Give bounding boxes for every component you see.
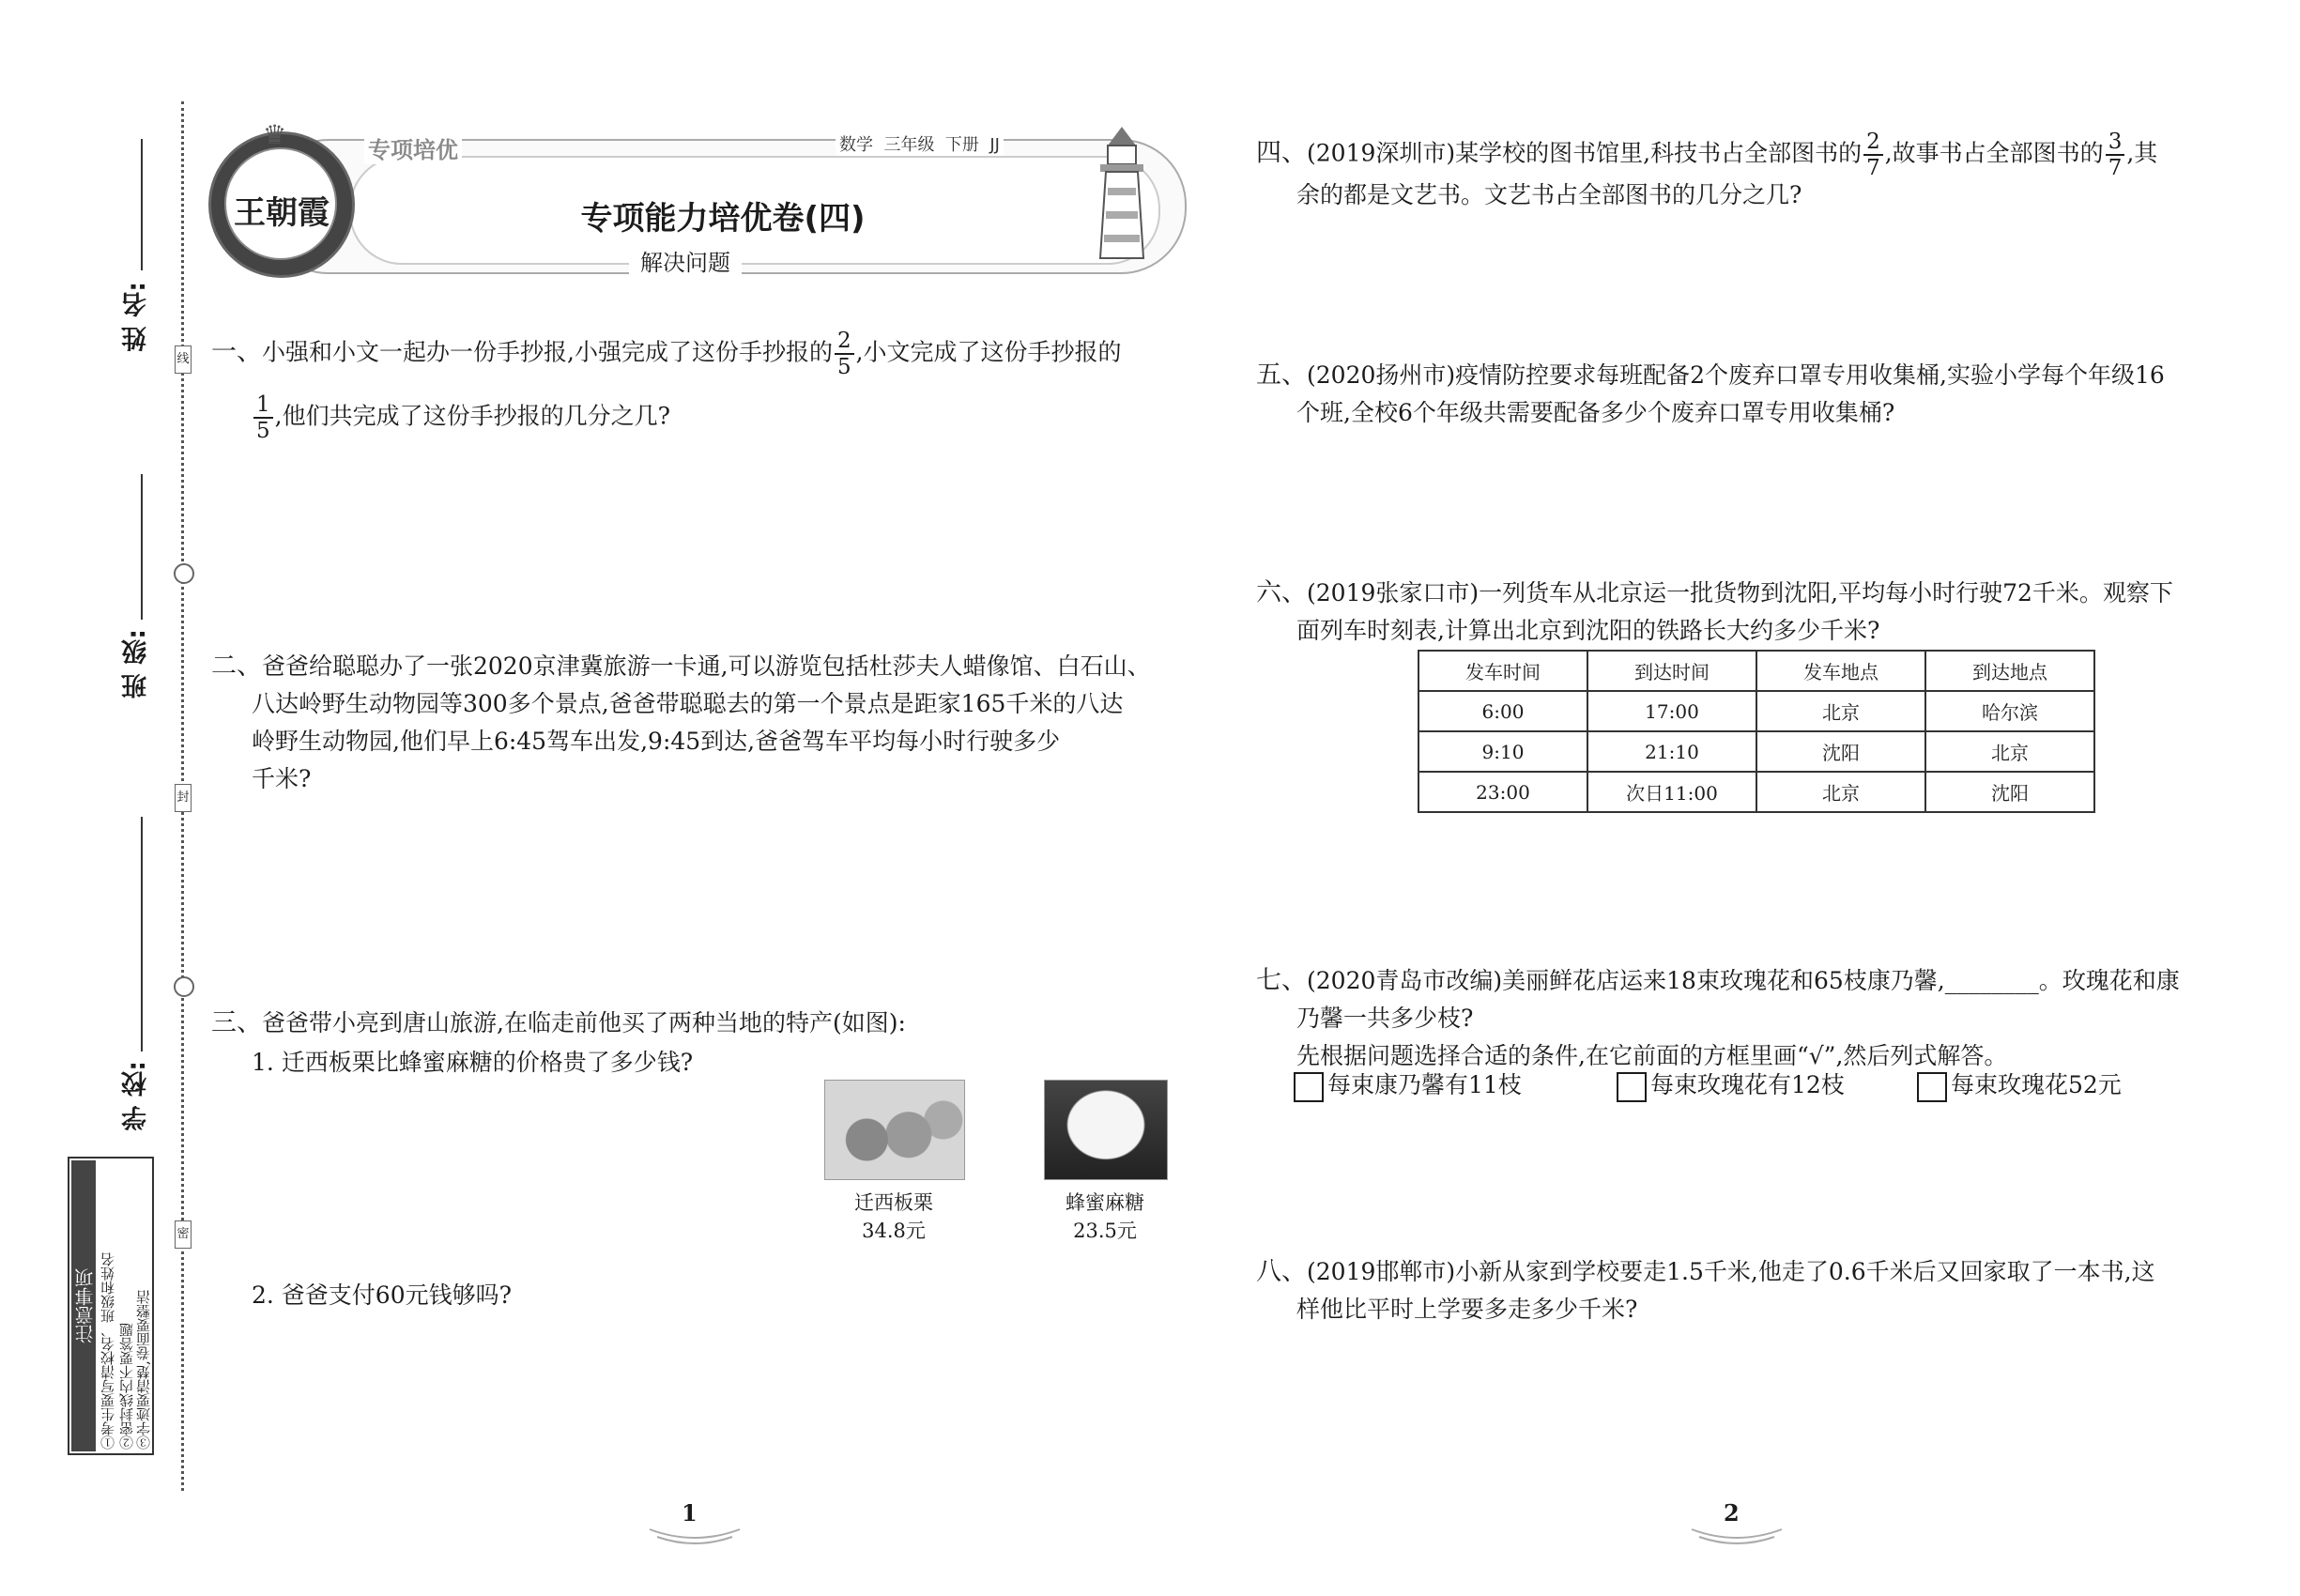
q7-option-3-label: 每束玫瑰花52元 xyxy=(1951,1071,2122,1098)
q7-option-1[interactable] xyxy=(1294,1067,1522,1104)
q4-f2-den: 7 xyxy=(2108,156,2123,180)
page-title: 专项能力培优卷(四) xyxy=(580,200,866,238)
timetable-row xyxy=(1418,772,2094,812)
notes-item-3: ③字迹要清楚,卷面要整洁 xyxy=(135,1290,152,1450)
timetable-cell: 9:10 xyxy=(1418,731,1587,772)
checkbox-1[interactable] xyxy=(1294,1072,1324,1102)
timetable-cell: 北京 xyxy=(1756,691,1925,731)
timetable-cell: 次日11:00 xyxy=(1587,772,1756,812)
crown-icon: ♛ xyxy=(263,119,287,150)
product-price-2: 23.5元 xyxy=(1073,1220,1137,1242)
question-1-line2 xyxy=(252,392,1181,443)
q6-line-2: 面列车时刻表,计算出北京到沈阳的铁路长大约多少千米? xyxy=(1296,617,1880,644)
q7-option-2-label: 每束玫瑰花有12枝 xyxy=(1650,1071,1845,1098)
candy-image xyxy=(1044,1080,1168,1180)
page-subtitle: 解决问题 xyxy=(629,244,742,277)
q7-number: 七、 xyxy=(1256,966,1307,995)
q3-text: 爸爸带小亮到唐山旅游,在临走前他买了两种当地的特产(如图): xyxy=(262,1009,906,1036)
class-line xyxy=(141,474,143,620)
timetable-header-row xyxy=(1418,651,2094,691)
timetable-cell: 沈阳 xyxy=(1925,772,2094,812)
school-label: 学 校: xyxy=(122,1061,151,1131)
question-2 xyxy=(211,648,1188,798)
q4-fraction-2 xyxy=(2106,130,2125,180)
timetable-header-cell: 发车地点 xyxy=(1756,651,1925,691)
seal-char-1: 线 xyxy=(175,345,192,374)
q4-f1-num: 2 xyxy=(1863,130,1883,156)
school-line xyxy=(141,817,143,1051)
timetable-cell: 17:00 xyxy=(1587,691,1756,731)
timetable-cell: 21:10 xyxy=(1587,731,1756,772)
timetable-header-cell: 发车时间 xyxy=(1418,651,1587,691)
q7-text-1: (2020青岛市改编)美丽鲜花店运来18束玫瑰花和65枝康乃馨,________。玫瑰花和康 xyxy=(1307,967,2180,994)
product-name-1: 迁西板栗 xyxy=(854,1191,933,1214)
notes-item-2: ②密封线内不要答题 xyxy=(118,1323,135,1450)
q4-text-c: ,其 xyxy=(2126,139,2158,167)
timetable-cell: 北京 xyxy=(1756,772,1925,812)
q8-number: 八、 xyxy=(1256,1257,1307,1286)
timetable-cell: 23:00 xyxy=(1418,772,1587,812)
train-timetable xyxy=(1418,650,2095,813)
q2-line-4: 千米? xyxy=(252,765,312,792)
q4-text-a: (2019深圳市)某学校的图书馆里,科技书占全部图书的 xyxy=(1307,139,1863,167)
q6-number: 六、 xyxy=(1256,578,1307,607)
q1-fraction-2 xyxy=(253,392,273,443)
page-ornament-1 xyxy=(648,1526,742,1550)
q6-line-1 xyxy=(1256,575,2261,612)
q2-number: 二、 xyxy=(211,652,262,681)
product-name-2: 蜂蜜麻糖 xyxy=(1066,1191,1144,1214)
q4-number: 四、 xyxy=(1256,138,1307,168)
header-tag: 专项培优 xyxy=(364,131,462,164)
q2-line-3: 岭野生动物园,他们早上6:45驾车出发,9:45到达,爸爸驾车平均每小时行驶多少 xyxy=(252,728,1061,755)
q8-text-1: (2019邯郸市)小新从家到学校要走1.5千米,他走了0.6千米后又回家取了一本书,这 xyxy=(1307,1258,2155,1285)
q3-sub-1: 1. 迁西板栗比蜂蜜麻糖的价格贵了多少钱? xyxy=(252,1049,694,1076)
notes-box xyxy=(68,1157,154,1455)
lighthouse-icon xyxy=(1080,122,1164,263)
page-ornament-2 xyxy=(1690,1526,1784,1550)
brand-logo xyxy=(208,119,355,278)
question-3 xyxy=(211,1005,1188,1042)
product-price-1: 34.8元 xyxy=(862,1220,926,1242)
name-line xyxy=(141,139,143,270)
timetable-row xyxy=(1418,691,2094,731)
page-number-1: 1 xyxy=(682,1499,698,1527)
timetable-header-cell: 到达地点 xyxy=(1925,651,2094,691)
header-meta: 数学 三年级 下册 JJ xyxy=(836,131,1004,156)
q3-sub-2: 2. 爸爸支付60元钱够吗? xyxy=(252,1281,513,1309)
q2-line-1 xyxy=(211,648,1188,685)
question-8 xyxy=(1256,1253,2261,1328)
q1-number: 一、 xyxy=(211,337,262,367)
q4-f1-den: 7 xyxy=(1866,156,1880,180)
q7-line-1 xyxy=(1256,962,2261,1000)
page-number-2: 2 xyxy=(1724,1499,1740,1527)
q1-f1-num: 2 xyxy=(835,329,854,355)
question-5 xyxy=(1256,357,2261,432)
seal-char-3: 密 xyxy=(175,1220,192,1249)
q1-text-c: ,他们共完成了这份手抄报的几分之几? xyxy=(274,402,670,430)
notes-item-1: ①考生要写清校名、班级和姓名 xyxy=(100,1252,116,1450)
q3-number: 三、 xyxy=(211,1008,262,1037)
q4-fraction-1 xyxy=(1863,130,1883,180)
q1-f2-den: 5 xyxy=(256,419,270,443)
timetable-cell: 哈尔滨 xyxy=(1925,691,2094,731)
q8-line-1 xyxy=(1256,1253,2261,1291)
question-7 xyxy=(1256,962,2261,1075)
q1-fraction-1 xyxy=(835,329,854,379)
q1-text-b: ,小文完成了这份手抄报的 xyxy=(855,338,1122,366)
q7-option-2[interactable] xyxy=(1617,1067,1845,1104)
q1-text-a: 小强和小文一起办一份手抄报,小强完成了这份手抄报的 xyxy=(262,338,833,366)
class-label: 班 级: xyxy=(122,629,151,699)
q7-option-1-label: 每束康乃馨有11枝 xyxy=(1327,1071,1522,1098)
timetable-row xyxy=(1418,731,2094,772)
q7-line-2: 乃馨一共多少枝? xyxy=(1296,1005,1474,1032)
seal-dot-2 xyxy=(174,976,194,997)
checkbox-2[interactable] xyxy=(1617,1072,1647,1102)
q2-line-2: 八达岭野生动物园等300多个景点,爸爸带聪聪去的第一个景点是距家165千米的八达 xyxy=(252,690,1124,717)
q6-text-1: (2019张家口市)一列货车从北京运一批货物到沈阳,平均每小时行驶72千米。观察下 xyxy=(1307,579,2173,606)
timetable-cell: 北京 xyxy=(1925,731,2094,772)
seal-char-2: 封 xyxy=(175,784,192,812)
q1-f2-num: 1 xyxy=(253,392,273,419)
chestnut-image xyxy=(824,1080,965,1180)
q8-line-2: 样他比平时上学要多走多少千米? xyxy=(1296,1296,1638,1323)
question-4 xyxy=(1256,130,2251,180)
q4-line-2: 余的都是文艺书。文艺书占全部图书的几分之几? xyxy=(1296,181,1802,208)
notes-title: 注意事项 xyxy=(71,1160,96,1451)
q4-f2-num: 3 xyxy=(2106,130,2125,156)
q4-text-b: ,故事书占全部图书的 xyxy=(1884,139,2104,167)
q7-option-3[interactable] xyxy=(1917,1067,2122,1104)
q7-line-3: 先根据问题选择合适的条件,在它前面的方框里画“√”,然后列式解答。 xyxy=(1296,1042,2008,1069)
q5-text-1: (2020扬州市)疫情防控要求每班配备2个废弃口罩专用收集桶,实验小学每个年级16 xyxy=(1307,361,2165,389)
q5-line-2: 个班,全校6个年级共需要配备多少个废弃口罩专用收集桶? xyxy=(1296,399,1895,426)
seal-dot-1 xyxy=(174,563,194,584)
question-6 xyxy=(1256,575,2261,650)
timetable-cell: 6:00 xyxy=(1418,691,1587,731)
q1-f1-den: 5 xyxy=(836,355,851,379)
q5-line-1 xyxy=(1256,357,2261,394)
q5-number: 五、 xyxy=(1256,361,1307,390)
checkbox-3[interactable] xyxy=(1917,1072,1947,1102)
timetable-cell: 沈阳 xyxy=(1756,731,1925,772)
brand-logo-text: 王朝霞 xyxy=(234,194,330,232)
name-label: 姓 名: xyxy=(122,282,151,352)
question-1 xyxy=(211,329,1178,379)
q2-text-1: 爸爸给聪聪办了一张2020京津冀旅游一卡通,可以游览包括杜莎夫人蜡像馆、白石山、 xyxy=(262,652,1151,680)
timetable-header-cell: 到达时间 xyxy=(1587,651,1756,691)
